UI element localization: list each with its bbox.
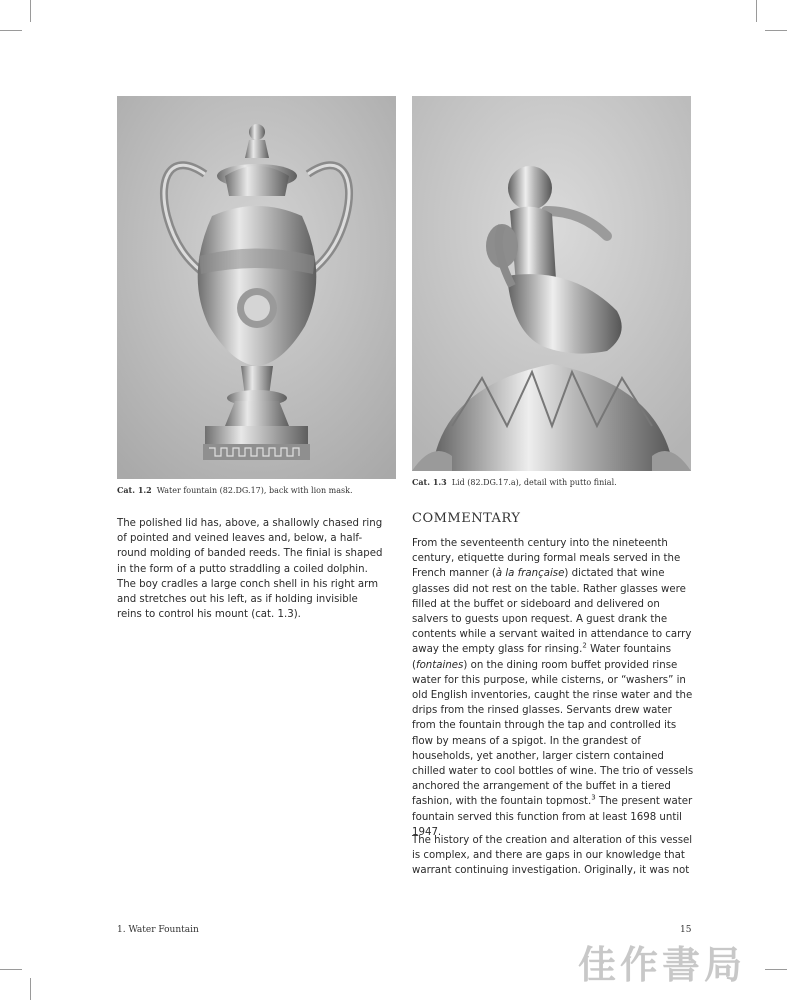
footnote-2[interactable]: 2	[582, 642, 587, 651]
commentary-paragraph-2: The history of the creation and alteration of this vessel is complex, and there are gaps in our knowledge that warrant continuing investigation. Originally, it was not	[412, 835, 693, 877]
commentary-paragraph-1: From the seventeenth century into the nineteenth century, etiquette during formal meals served in the French manner (à la française) dictated that wine glasses did not rest on the table. Rather glasses were filled at the buffet or sideboard and delivered on salvers to guests upon request. A guest drank the contents while a servant waited in attendance to carry away the empty glass for rinsing.$^2$ Water fountains (fontaines) on the dining room buffet provided rinse water for this purpose, while cisterns, or “washers” in old English inventories, caught the rinse water and the drips from the rinsed glasses. Servants drew water from the fountain through the tap and controlled its flow by means of a spigot. In the grandest of households, yet another, larger cistern contained chilled water to cool bottles of wine. The trio of vessels anchored the arrangement of the buffet in a tiered fashion, with the fountain topmost.$^3$ The present water fountain served this function from at least 1698 until 1947.	[412, 538, 694, 838]
crop-mark-bottom-left	[30, 978, 31, 1000]
fountain-photo	[117, 96, 396, 479]
crop-mark-bottom-right-h	[765, 969, 787, 970]
description-paragraph: The polished lid has, above, a shallowly chased ring of pointed and veined leaves and, below, a half-round molding of banded reeds. The finial is shaped in the form of a putto straddling a coiled dolphin. The boy cradles a large conch shell in his right arm and stretches out his left, as if holding invisible reins to control his mount (cat. 1.3).	[117, 518, 383, 621]
crop-mark-top-left-h	[0, 30, 22, 31]
section-heading: COMMENTARY	[412, 511, 521, 526]
putto-finial-photo	[412, 96, 691, 471]
cat-label: Cat. 1.2	[117, 485, 152, 495]
crop-mark-top-left	[30, 0, 31, 22]
crop-mark-top-right-h	[765, 30, 787, 31]
crop-mark-bottom-left-h	[0, 969, 22, 970]
running-footer: 1. Water Fountain	[117, 925, 199, 935]
caption-text: Water fountain (82.DG.17), back with lion mask.	[156, 486, 353, 495]
caption-text: Lid (82.DG.17.a), detail with putto finial.	[451, 478, 617, 487]
crop-mark-top-right	[756, 0, 757, 22]
publisher-watermark: 佳作書局	[578, 943, 747, 987]
footnote-3[interactable]: 3	[591, 794, 596, 803]
cat-label: Cat. 1.3	[412, 477, 447, 487]
page-number: 15	[680, 925, 692, 935]
figure-caption-right	[412, 477, 691, 488]
figure-caption-left	[117, 485, 396, 496]
